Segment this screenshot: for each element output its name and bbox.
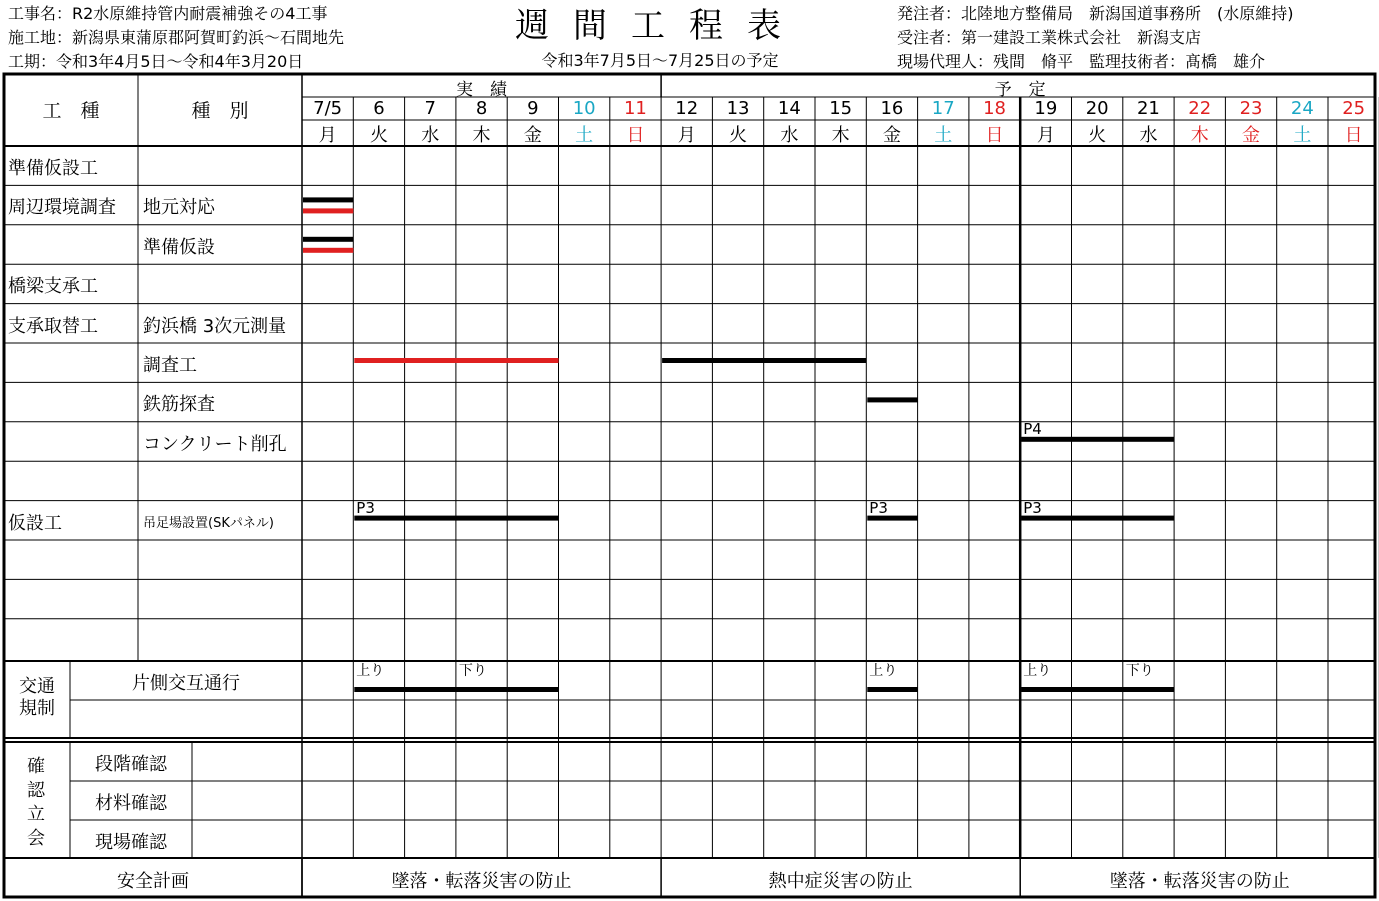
project-name: 工事名：R2水原維持管内耐震補強その4工事 <box>8 4 328 23</box>
schedule-bar <box>1021 516 1174 521</box>
day-of-week: 火 <box>1088 125 1107 146</box>
day-of-week: 土 <box>934 125 953 146</box>
inspection-item-label: 現場確認 <box>95 832 167 853</box>
day-date: 16 <box>880 98 904 119</box>
day-date: 22 <box>1188 98 1212 119</box>
traffic-direction-label: 下り <box>458 663 487 679</box>
day-date: 13 <box>726 98 750 119</box>
inspection-section-label: 確認立会 <box>27 756 45 849</box>
day-date: 10 <box>572 98 596 119</box>
schedule-bar <box>1021 437 1174 442</box>
day-date: 6 <box>373 98 385 119</box>
work-type-label: 橋梁支承工 <box>8 276 98 298</box>
bar-label: P4 <box>1023 419 1042 438</box>
work-subtype-label: コンクリート削孔 <box>143 433 287 455</box>
schedule-bar-planned <box>303 237 353 242</box>
day-date: 20 <box>1085 98 1109 119</box>
site-location: 施工地：新潟県東蒲原郡阿賀町釣浜～石間地先 <box>8 28 345 47</box>
bar-label: P3 <box>356 498 375 517</box>
day-of-week: 月 <box>677 125 696 146</box>
bar-label: P3 <box>869 498 888 517</box>
traffic-bar <box>867 687 917 692</box>
schedule-bar <box>354 516 558 521</box>
work-subtype-label: 鉄筋探査 <box>143 394 215 416</box>
work-subtype-label: 釣浜橋 3次元測量 <box>143 315 287 337</box>
contractor-info: 受注者：第一建設工業株式会社 新潟支店 <box>897 28 1202 47</box>
schedule-bar-planned <box>303 197 353 202</box>
site-manager-info: 現場代理人：残間 脩平 監理技術者：髙橋 雄介 <box>897 52 1266 71</box>
work-type-label: 周辺環境調査 <box>8 197 116 219</box>
traffic-direction-label: 上り <box>869 663 898 679</box>
day-date: 8 <box>475 98 488 119</box>
inspection-item-label: 材料確認 <box>95 793 167 814</box>
day-date: 7/5 <box>313 98 343 119</box>
work-subtype-label: 吊足場設置(SKパネル) <box>143 515 274 531</box>
work-type-label: 支承取替工 <box>8 315 98 337</box>
inspection-item-label: 段階確認 <box>95 754 167 775</box>
safety-plan-text: 墜落・転落災害の防止 <box>1109 871 1290 892</box>
day-date: 23 <box>1239 98 1263 119</box>
column-header-subtype: 種 別 <box>191 100 249 122</box>
traffic-direction-label: 上り <box>356 663 385 679</box>
work-subtype-label: 調査工 <box>143 355 197 376</box>
day-of-week: 火 <box>369 125 388 146</box>
day-of-week: 日 <box>626 125 645 146</box>
day-of-week: 木 <box>1190 125 1209 146</box>
work-type-label: 仮設工 <box>8 512 62 534</box>
day-date: 24 <box>1290 98 1314 119</box>
work-subtype-label: 地元対応 <box>143 197 215 219</box>
day-of-week: 水 <box>780 125 799 146</box>
day-of-week: 月 <box>318 125 337 146</box>
schedule-bar-actual <box>303 208 353 213</box>
day-of-week: 金 <box>523 125 542 146</box>
traffic-row-label: 片側交互通行 <box>132 673 240 694</box>
day-of-week: 木 <box>831 125 850 146</box>
construction-period: 工期：令和3年4月5日～令和4年3月20日 <box>8 52 304 71</box>
day-date: 14 <box>777 98 801 119</box>
schedule-bar-actual <box>303 248 353 253</box>
day-date: 18 <box>983 98 1006 119</box>
day-date: 15 <box>829 98 853 119</box>
day-of-week: 金 <box>1242 125 1261 146</box>
traffic-bar <box>354 687 558 692</box>
group-planned-label: 予 定 <box>994 80 1046 100</box>
day-date: 25 <box>1342 98 1366 119</box>
day-of-week: 金 <box>882 125 901 146</box>
day-date: 17 <box>931 98 955 119</box>
day-date: 19 <box>1034 98 1058 119</box>
column-header-type: 工 種 <box>42 100 100 122</box>
schedule-bar <box>867 397 917 402</box>
day-date: 21 <box>1136 98 1160 119</box>
group-actual-label: 実 績 <box>456 80 508 100</box>
day-date: 11 <box>623 98 647 119</box>
safety-plan-text: 熱中症災害の防止 <box>768 871 913 892</box>
traffic-direction-label: 上り <box>1023 663 1052 679</box>
schedule-period: 令和3年7月5日～7月25日の予定 <box>541 51 779 70</box>
traffic-direction-label: 下り <box>1125 663 1154 679</box>
schedule-bar <box>662 358 866 363</box>
work-subtype-label: 準備仮設 <box>143 236 215 258</box>
day-of-week: 水 <box>1139 125 1158 146</box>
day-date: 12 <box>675 98 699 119</box>
client-info: 発注者：北陸地方整備局 新潟国道事務所 (水原維持) <box>897 4 1294 23</box>
work-type-label: 準備仮設工 <box>8 158 98 179</box>
traffic-section-label: 交通規制 <box>19 676 55 719</box>
day-of-week: 木 <box>472 125 491 146</box>
day-of-week: 土 <box>1293 125 1312 146</box>
day-of-week: 月 <box>1036 125 1055 146</box>
safety-plan-label: 安全計画 <box>117 871 189 892</box>
day-of-week: 水 <box>421 125 440 146</box>
day-of-week: 土 <box>575 125 594 146</box>
day-of-week: 日 <box>1344 125 1363 146</box>
traffic-bar <box>1021 687 1174 692</box>
day-date: 7 <box>424 98 436 119</box>
day-of-week: 火 <box>729 125 748 146</box>
safety-plan-text: 墜落・転落災害の防止 <box>391 871 572 892</box>
bar-label: P3 <box>1023 498 1042 517</box>
day-date: 9 <box>527 98 539 119</box>
page-title: 週間工程表 <box>515 6 805 46</box>
schedule-bar <box>354 358 558 363</box>
day-of-week: 日 <box>985 125 1004 146</box>
